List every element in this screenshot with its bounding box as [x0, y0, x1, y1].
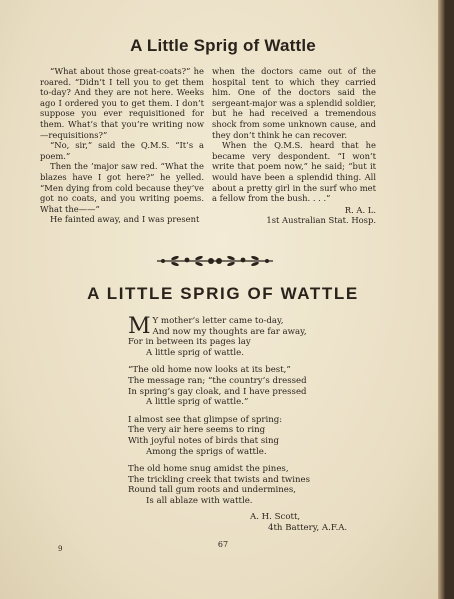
corner-mark: 9	[58, 545, 63, 553]
poem-line: The very air here seems to ring	[128, 425, 266, 436]
book-binding-edge	[438, 0, 446, 599]
poem-signature	[240, 512, 360, 534]
poem-line: The old home snug amidst the pines,	[128, 464, 289, 475]
poem-line: And now my thoughts are far away,	[152, 326, 307, 337]
poem-line: “The old home now looks at its best,”	[128, 365, 291, 376]
poem-line: In spring’s gay cloak, and I have pressed	[128, 386, 307, 397]
article-paragraph: Then the ’major saw red. “What the blazes have I got here?” he yelled. “Men dying from cold because they’ve got no coats, and you writing poems. What the——”	[40, 161, 204, 214]
poem-line: For in between its pages lay	[128, 337, 251, 348]
poem-line: With joyful notes of birds that sing	[128, 435, 280, 446]
article-signature-unit: 1st Australian Stat. Hosp.	[266, 215, 376, 226]
poem-line: The trickling creek that twists and twines	[128, 474, 311, 485]
article-title: A Little Sprig of Wattle	[130, 36, 316, 55]
poem-line: Is all ablaze with wattle.	[146, 495, 253, 506]
article-signature: R. A. L.	[344, 204, 376, 215]
poem-line: I almost see that glimpse of spring:	[128, 414, 283, 425]
page-number: 67	[217, 540, 229, 549]
poem-line: M Y mother’s letter came to-day,	[128, 314, 284, 339]
wattle-ornament-divider	[155, 254, 275, 268]
drop-cap: M	[128, 314, 151, 339]
poem-line: The message ran; “the country’s dressed	[128, 375, 307, 386]
poem-author-unit: 4th Battery, A.F.A.	[268, 523, 348, 533]
article-column-right	[212, 66, 376, 226]
poem-stanza	[128, 316, 358, 358]
article-paragraph: when the doctors came out of the hospital tent to which they carried him. One of the doctors said the sergeant-major was a splendid soldier, but he had received a tremendous shock from some unknown cause, and they don’t think he can recover.	[212, 66, 376, 140]
poem-body	[128, 316, 358, 514]
poem-title: A LITTLE SPRIG OF WATTLE	[87, 284, 359, 303]
poem-author: A. H. Scott,	[250, 512, 301, 522]
poem-line: Round tall gum roots and undermines,	[128, 485, 297, 496]
poem-stanza	[128, 365, 358, 407]
article-paragraph: “No, sir,” said the Q.M.S. “It’s a poem.”	[40, 140, 204, 161]
poem-line: Among the sprigs of wattle.	[146, 446, 267, 457]
poem-line: A little sprig of wattle.	[146, 347, 244, 358]
poem-line: A little sprig of wattle.”	[146, 397, 249, 408]
article-paragraph: “What about those great-coats?” he roared. “Didn’t I tell you to get them to-day? And they are not here. Weeks ago I ordered you to get them. I don’t suppose you ever requisitioned for them. What’s that you’re writing now—requisitions?”	[40, 66, 204, 140]
article-column-left	[40, 66, 204, 225]
poem-stanza	[128, 464, 358, 506]
poem-stanza	[128, 415, 358, 457]
article-paragraph: When the Q.M.S. heard that he became very despondent. “I won’t write that poem now,” he said; “but it would have been a splendid thing. All about a pretty girl in the surf who met a fellow from the bush. . . .”	[212, 140, 376, 204]
article-paragraph: He fainted away, and I was present	[50, 214, 200, 225]
